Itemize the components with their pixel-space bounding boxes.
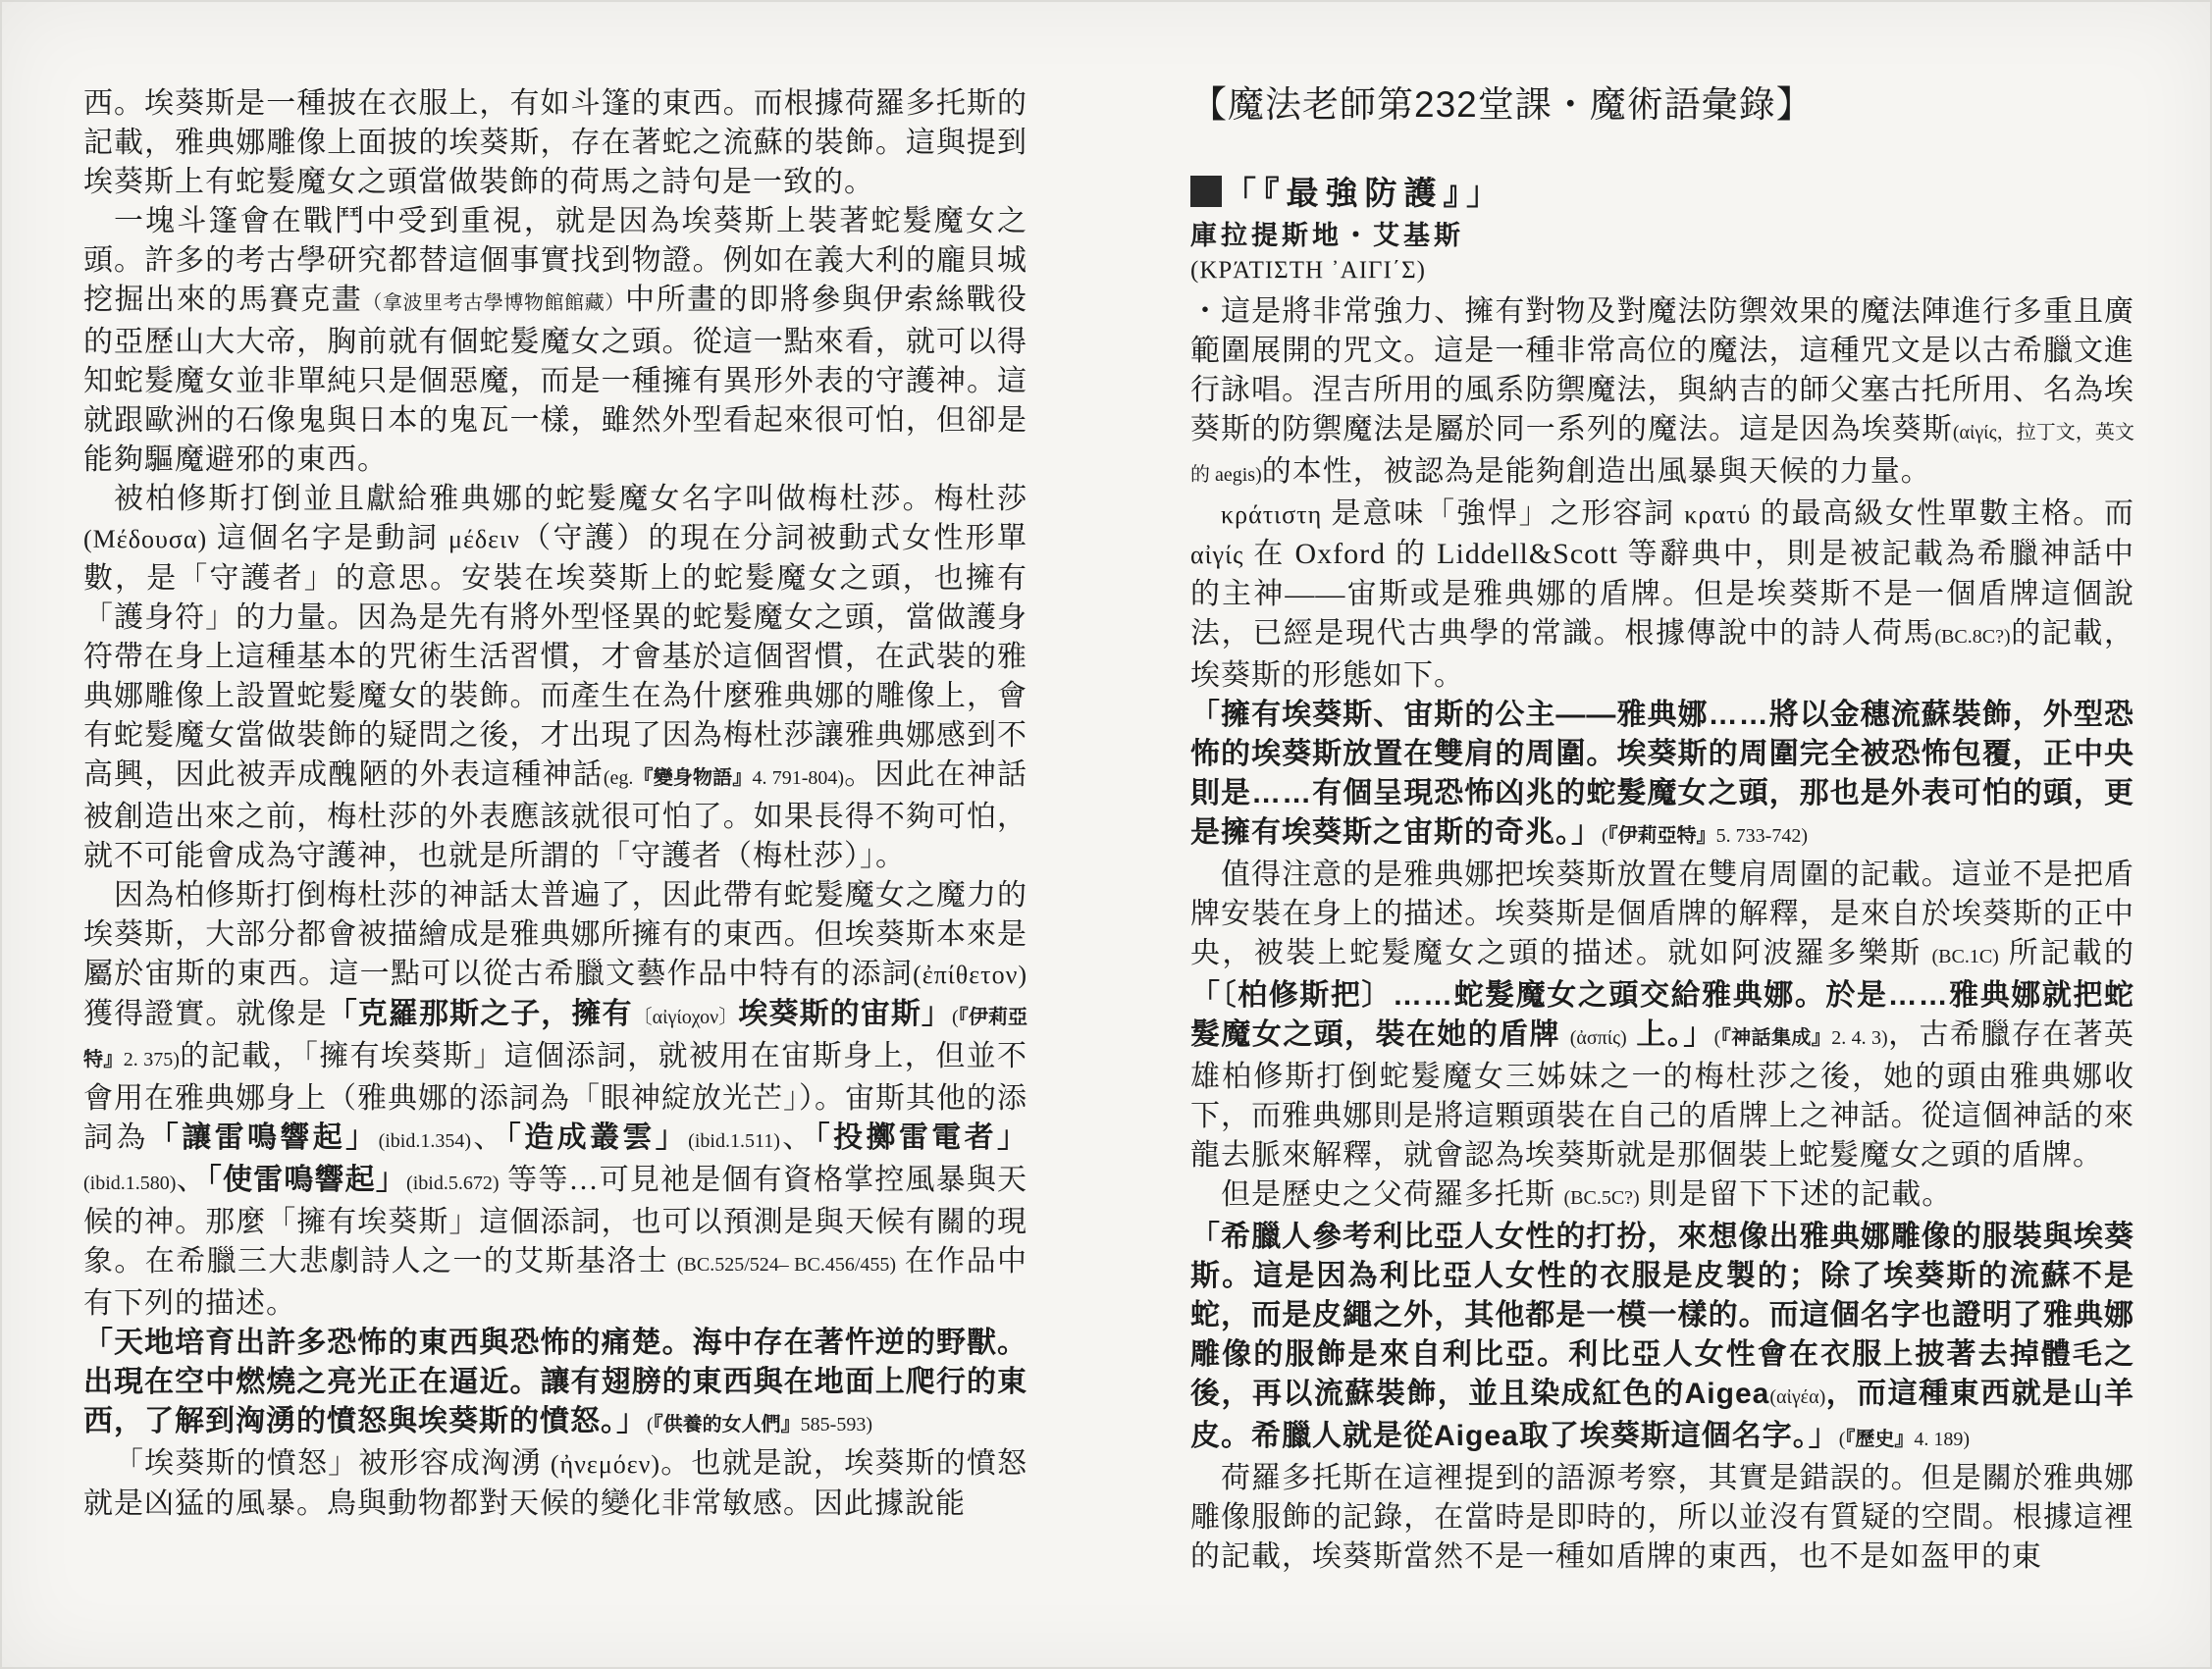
entry-title: 「『最強防護』」 xyxy=(1224,177,1505,212)
body-paragraph: 值得注意的是雅典娜把埃葵斯放置在雙肩周圍的記載。這並不是把盾牌安裝在身上的描述。埃葵斯是個盾牌的解釋，是來自於埃葵斯的正中央，被裝上蛇髮魔女之頭的描述。就如阿波羅多樂斯 (BC.1C) 所記載的「〔柏修斯把〕……蛇髮魔女之頭交給雅典娜。於是……雅典娜就把蛇髮魔女之頭，裝在她的盾牌 (ἀσπίς) 上。」(『神話集成』2. 4. 3)，古希臘存在著英雄柏修斯打倒蛇髮魔女三姊妹之一的梅杜莎之後，她的頭由雅典娜收下，而雅典娜則是將這顆頭裝在自己的盾牌上之神話。從這個神話的來龍去脈來解釋，就會認為埃葵斯就是那個裝上蛇髮魔女之頭的盾牌。 xyxy=(1190,859,2135,1172)
body-paragraph: 「埃葵斯的憤怒」被形容成洶湧 (ἠνεμόεν)。也就是說，埃葵斯的憤怒就是凶猛的風暴。鳥與動物都對天候的變化非常敏感。因此據說能 xyxy=(83,1447,1028,1520)
body-paragraph: 一塊斗篷會在戰鬥中受到重視，就是因為埃葵斯上裝著蛇髮魔女之頭。許多的考古學研究都替這個事實找到物證。例如在義大利的龐貝城挖掘出來的馬賽克畫（拿波里考古學博物館館藏）中所畫的即將參與伊索絲戰役的亞歷山大大帝，胸前就有個蛇髮魔女之頭。從這一點來看，就可以得知蛇髮魔女並非單純只是個惡魔，而是一種擁有異形外表的守護神。這就跟歐洲的石像鬼與日本的鬼瓦一樣，雖然外型看起來很可怕，但卻是能夠驅魔避邪的東西。 xyxy=(83,205,1028,476)
left-page-column xyxy=(83,84,1027,1524)
square-bullet-icon xyxy=(1190,176,1222,207)
aeschylus-quote: 「天地培育出許多恐怖的東西與恐怖的痛楚。海中存在著忤逆的野獸。出現在空中燃燒之亮光正在逼近。讓有翅膀的東西與在地面上爬行的東西，了解到洶湧的憤怒與埃葵斯的憤怒。」(『供養的女人們』585-593) xyxy=(83,1327,1027,1437)
body-paragraph: 被柏修斯打倒並且獻給雅典娜的蛇髮魔女名字叫做梅杜莎。梅杜莎(Μέδουσα) 這個名字是動詞 μέδειν（守護）的現在分詞被動式女性形單數，是「守護者」的意思。安裝在埃葵斯上的蛇髮魔女之頭，也擁有「護身符」的力量。因為是先有將外型怪異的蛇髮魔女之頭，當做護身符帶在身上這種基本的咒術生活習慣，才會基於這個習慣，在武裝的雅典娜雕像上設置蛇髮魔女的裝飾。而產生在為什麼雅典娜的雕像上，會有蛇髮魔女當做裝飾的疑問之後，才出現了因為梅杜莎讓雅典娜感到不高興，因此被弄成醜陋的外表這種神話(eg.『變身物語』4. 791-804)。因此在神話被創造出來之前，梅杜莎的外表應該就很可怕了。如果長得不夠可怕，就不可能會成為守護神，也就是所謂的「守護者（梅杜莎）」。 xyxy=(83,483,1028,872)
body-paragraph: 但是歷史之父荷羅多托斯 (BC.5C?) 則是留下下述的記載。 xyxy=(1221,1178,1953,1211)
column-header: 【魔法老師第232堂課・魔術語彙錄】 xyxy=(1190,84,1814,125)
entry-greek-name: (ΚΡΆΤΙΣΤΗ ᾿ΑΙΓΙ΄Σ) xyxy=(1190,257,1426,284)
body-paragraph: ・這是將非常強力、擁有對物及對魔法防禦效果的魔法陣進行多重且廣範圍展開的咒文。這是一種非常高位的魔法，這種咒文是以古希臘文進行詠唱。涅吉所用的風系防禦魔法，與納吉的師父塞古托所用、名為埃葵斯的防禦魔法是屬於同一系列的魔法。這是因為埃葵斯(αἰγίς，拉丁文，英文的 aegis)的本性，被認為是能夠創造出風暴與天候的力量。 xyxy=(1190,295,2134,488)
right-page-column xyxy=(1190,84,2134,1577)
homer-iliad-quote: 「擁有埃葵斯、宙斯的公主——雅典娜……將以金穗流蘇裝飾，外型恐怖的埃葵斯放置在雙肩的周圍。埃葵斯的周圍完全被恐怖包覆，正中央則是……有個呈現恐怖凶兆的蛇髮魔女之頭，那也是外表可怕的頭，更是擁有埃葵斯之宙斯的奇兆。」(『伊莉亞特』5. 733-742) xyxy=(1190,699,2134,849)
entry-heading xyxy=(1190,173,2134,216)
body-paragraph: 因為柏修斯打倒梅杜莎的神話太普遍了，因此帶有蛇髮魔女之魔力的埃葵斯，大部分都會被描繪成是雅典娜所擁有的東西。但埃葵斯本來是屬於宙斯的東西。這一點可以從古希臘文藝作品中特有的添詞(ἐπίθετον) 獲得證實。就像是「克羅那斯之子，擁有〔αἰγίοχον〕埃葵斯的宙斯」(『伊莉亞特』2. 375)的記載，「擁有埃葵斯」這個添詞，就被用在宙斯身上，但並不會用在雅典娜身上（雅典娜的添詞為「眼神綻放光芒」）。宙斯其他的添詞為「讓雷鳴響起」(ibid.1.354)、「造成叢雲」(ibid.1.511)、「投擲雷電者」(ibid.1.580)、「使雷鳴響起」(ibid.5.672) 等等…可見祂是個有資格掌控風暴與天候的神。那麼「擁有埃葵斯」這個添詞，也可以預測是與天候有關的現象。在希臘三大悲劇詩人之一的艾斯基洛士 (BC.525/524– BC.456/455) 在作品中有下列的描述。 xyxy=(83,879,1028,1320)
herodotus-quote: 「希臘人參考利比亞人女性的打扮，來想像出雅典娜雕像的服裝與埃葵斯。這是因為利比亞人女性的衣服是皮製的；除了埃葵斯的流蘇不是蛇，而是皮繩之外，其他都是一模一樣的。而這個名字也證明了雅典娜雕像的服飾是來自利比亞。利比亞人女性會在衣服上披著去掉體毛之後，再以流蘇裝飾，並且染成紅色的Aigea(αἰγέα)，而這種東西就是山羊皮。希臘人就是從Aigea取了埃葵斯這個名字。」(『歷史』4. 189) xyxy=(1190,1221,2134,1452)
body-paragraph: 荷羅多托斯在這裡提到的語源考察，其實是錯誤的。但是關於雅典娜雕像服飾的記錄，在當時是即時的，所以並沒有質疑的空間。根據這裡的記載，埃葵斯當然不是一種如盾牌的東西，也不是如盔甲的東 xyxy=(1190,1462,2134,1573)
entry-reading: 庫拉提斯地・艾基斯 xyxy=(1190,221,1464,250)
body-paragraph: κράτιστη 是意味「強悍」之形容詞 κρατύ 的最高級女性單數主格。而 αἰγίς 在 Oxford 的 Liddell&Scott 等辭典中，則是被記載為希臘神話中的主神——宙斯或是雅典娜的盾牌。但是埃葵斯不是一個盾牌這個說法，已經是現代古典學的常識。根據傳說中的詩人荷馬(BC.8C?)的記載，埃葵斯的形態如下。 xyxy=(1190,497,2135,692)
body-paragraph: 西。埃葵斯是一種披在衣服上，有如斗篷的東西。而根據荷羅多托斯的記載，雅典娜雕像上面披的埃葵斯，存在著蛇之流蘇的裝飾。這與提到埃葵斯上有蛇髮魔女之頭當做裝飾的荷馬之詩句是一致的。 xyxy=(83,87,1027,198)
